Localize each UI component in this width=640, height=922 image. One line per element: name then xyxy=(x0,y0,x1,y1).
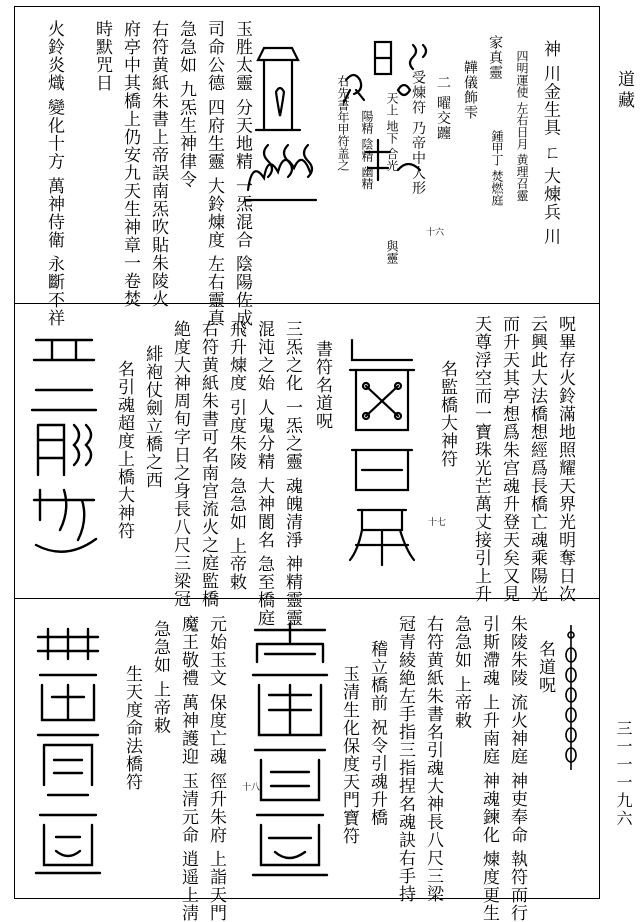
p3-left-col1: 元始玉文 保度亡魂 徑升朱府 上詣天門 xyxy=(206,615,226,922)
p2-right-col1: 呪畢存火鈴滿地照耀天界光明奪日次 xyxy=(555,315,575,603)
p3-number: 十八 xyxy=(242,783,261,793)
margin-title: 道藏 xyxy=(614,70,634,112)
p3-right-col6: 冠青綾絶左手指三指捏名魂訣右手持 xyxy=(395,615,415,903)
p3-right-col2: 朱陵朱陵 流火神庭 神吏奉命 執符而行 xyxy=(507,615,527,922)
p2-left-col2: 三炁之化 一炁之靈 魂魄清淨 神精靈靈 xyxy=(282,320,302,628)
p1-text-col5: 府亭中其橋上仍安九天生神章一卷焚 xyxy=(120,20,140,308)
p2-number: 十七 xyxy=(428,518,447,528)
p1-col3b: 鍾甲丁 焚燃庭 xyxy=(490,130,504,206)
p3-right-col3: 引斯滯魂 上升南庭 神魂鍊化 煉度更生 xyxy=(479,615,499,922)
p1-col5: 二 曜交躔 xyxy=(435,75,451,141)
p1-col7b: 陽精 陰精 幽精 xyxy=(360,110,374,190)
p2-left-col3: 混沌之始 人鬼分精 大神閬名 急至橋庭 xyxy=(254,320,274,628)
p1-text-col3: 急急如 九炁生神律令 xyxy=(176,20,196,189)
p1-text-col1: 玉胜太靈 分天地精 一炁混合 陰陽佐成 xyxy=(232,20,252,328)
p3-left-col4: 生天度命法橋符 xyxy=(122,665,142,791)
p1-text-col4: 右符黄紙朱書上帝誤南炁吹貼朱陵火 xyxy=(148,20,168,308)
p2-left-col6: 絶度大神周旬字日之身長八尺三梁冠 xyxy=(170,320,190,608)
p2-right-col3: 而升天其亭想爲朱宫魂升登天矣又見 xyxy=(499,315,519,603)
p1-col2: 四明運使 左右日月 黄理召靈 xyxy=(515,50,529,202)
p2-left-col7: 緋袍仗劍立橋之西 xyxy=(142,345,162,489)
panel-divider-1 xyxy=(14,303,600,304)
p3-talisman-left xyxy=(28,625,108,880)
p2-left-col5: 右符黄紙朱書可名南宫流火之庭監橋 xyxy=(198,320,218,608)
p1-text-col2: 司命公德 四府生靈 大鈴煉度 左右靈真 xyxy=(204,20,224,328)
p1-number: 十六 xyxy=(426,228,445,238)
p2-talisman-left xyxy=(24,330,104,575)
p2-talisman-right xyxy=(342,330,422,575)
p1-col3: 家真靈 xyxy=(487,35,503,80)
p2-right-col2: 云興此大法橋想經爲長橋亡魂乘陽光 xyxy=(527,315,547,603)
p1-text-col7: 火鈴炎熾 變化十方 萬神侍衛 永斷不祥 xyxy=(44,20,64,328)
p3-right-col4: 急急如 上帝敕 xyxy=(451,615,471,730)
p3-left-col3: 急急如 上帝敕 xyxy=(150,620,170,735)
p3-right-col1: 名道呪 xyxy=(535,640,555,694)
p1-col4: 韡儀飾雫 xyxy=(462,60,478,120)
p3-right-col7: 稽立橋前 祝令引魂升橋 xyxy=(367,640,387,827)
p3-chain-icon xyxy=(556,625,586,770)
p3-right-col5: 右符黄紙朱書名引魂大神長八尺三梁 xyxy=(423,615,443,903)
p1-col7c: 與靈 xyxy=(385,240,399,264)
p1-col1: 神 川金生具 ㄈ 大煉兵 川 xyxy=(540,40,560,246)
p1-col7: 天上 地下 合光 xyxy=(385,92,399,172)
p1-col8: 右先書年甲符盖之 xyxy=(336,75,350,171)
p3-talisman-right xyxy=(245,620,335,885)
page-number: 三一一一九六 xyxy=(614,720,633,828)
p2-left-col4: 飛升煉度 引度朱陵 急急如 上帝敕 xyxy=(226,320,246,592)
p1-talisman xyxy=(238,20,438,210)
p3-right-col8: 玉清生化保度天門寶符 xyxy=(339,665,359,845)
p1-col6: 受煉符 乃帝中人形 xyxy=(410,70,426,196)
p2-right-col5: 名監橋大神符 xyxy=(437,360,457,468)
p2-left-col8: 名引魂超度上橋大神符 xyxy=(114,360,134,540)
p2-left-col1: 書符名道呪 xyxy=(312,340,332,430)
p2-right-col4: 天尊浮空而一寶珠光芒萬丈接引上升 xyxy=(471,315,491,603)
p1-text-col6: 時默咒日 xyxy=(92,20,112,92)
p3-left-col2: 魔王敬禮 萬神護迎 玉清元命 逍遥上淸 xyxy=(178,615,198,922)
